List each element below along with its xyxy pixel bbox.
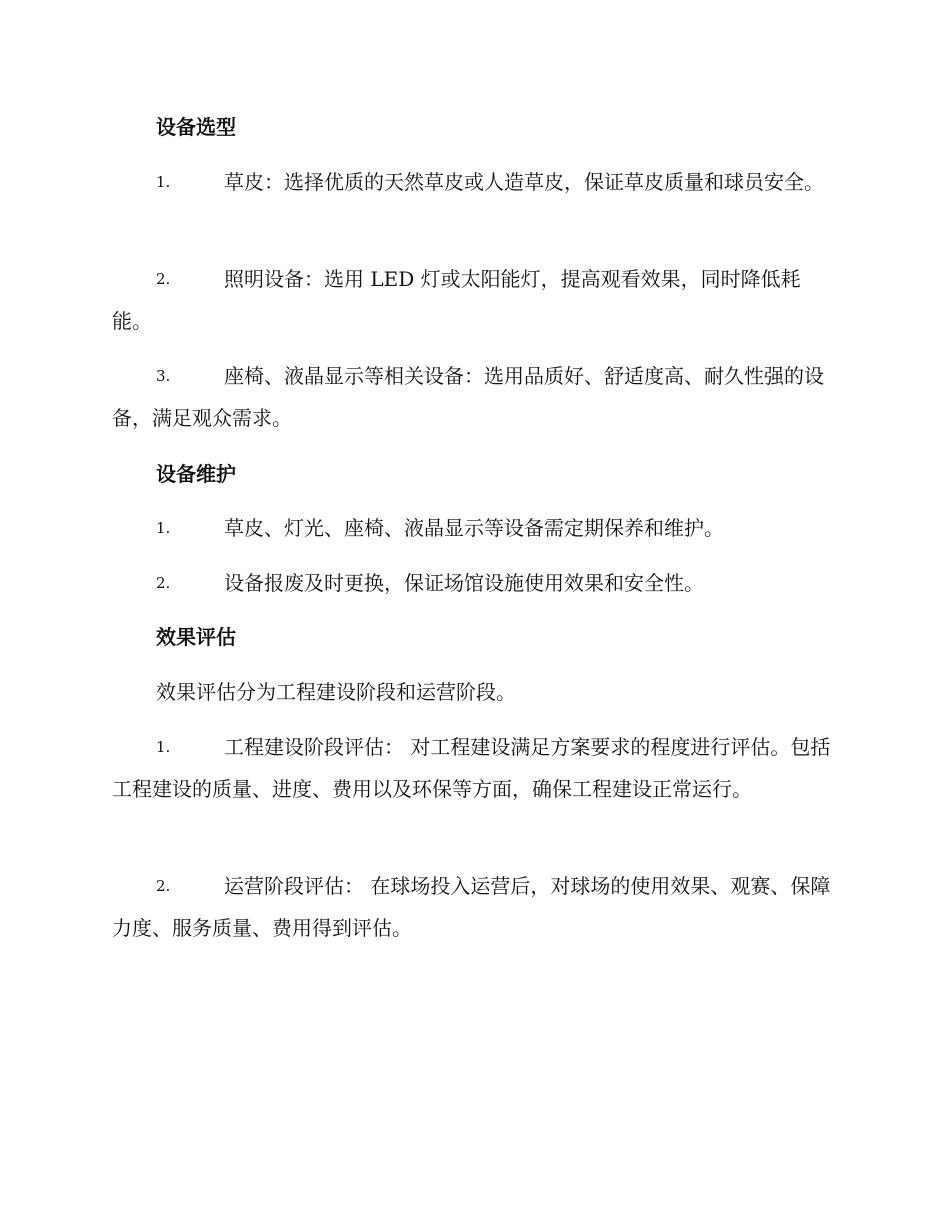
list-item-text: 座椅、液晶显示等相关设备：选用品质好、舒适度高、耐久性强的设备，满足观众需求。 <box>112 364 824 430</box>
list-item-number: 2. <box>156 877 171 895</box>
list-item-number: 3. <box>156 367 171 385</box>
list-item <box>112 562 836 604</box>
list-item-text: 草皮：选择优质的天然草皮或人造草皮，保证草皮质量和球员安全。 <box>224 170 824 194</box>
heading-equipment-maintenance: 设备维护 <box>156 462 236 486</box>
list-item <box>112 726 836 810</box>
list-item-text: 设备报废及时更换，保证场馆设施使用效果和安全性。 <box>224 571 704 595</box>
list-item-text: 运营阶段评估： 在球场投入运营后，对球场的使用效果、观赛、保障力度、服务质量、费用得到评估。 <box>112 874 831 940</box>
list-item-text: 草皮、灯光、座椅、液晶显示等设备需定期保养和维护。 <box>224 516 724 540</box>
list-item <box>112 355 836 439</box>
list-item-text: 照明设备：选用 LED 灯或太阳能灯，提高观看效果，同时降低耗能。 <box>112 267 801 333</box>
list-item-text: 工程建设阶段评估： 对工程建设满足方案要求的程度进行评估。包括工程建设的质量、进度、费用以及环保等方面，确保工程建设正常运行。 <box>112 735 831 801</box>
intro-paragraph: 效果评估分为工程建设阶段和运营阶段。 <box>156 680 516 704</box>
list-item-number: 1. <box>156 173 171 191</box>
list-item-number: 2. <box>156 574 171 592</box>
list-item-number: 1. <box>156 738 171 756</box>
heading-equipment-selection: 设备选型 <box>156 115 236 139</box>
list-item <box>112 258 836 342</box>
list-item <box>112 161 836 203</box>
list-item-number: 1. <box>156 519 171 537</box>
heading-effect-evaluation: 效果评估 <box>156 625 236 649</box>
list-item <box>112 507 836 549</box>
list-item <box>112 865 836 949</box>
list-item-number: 2. <box>156 270 171 288</box>
